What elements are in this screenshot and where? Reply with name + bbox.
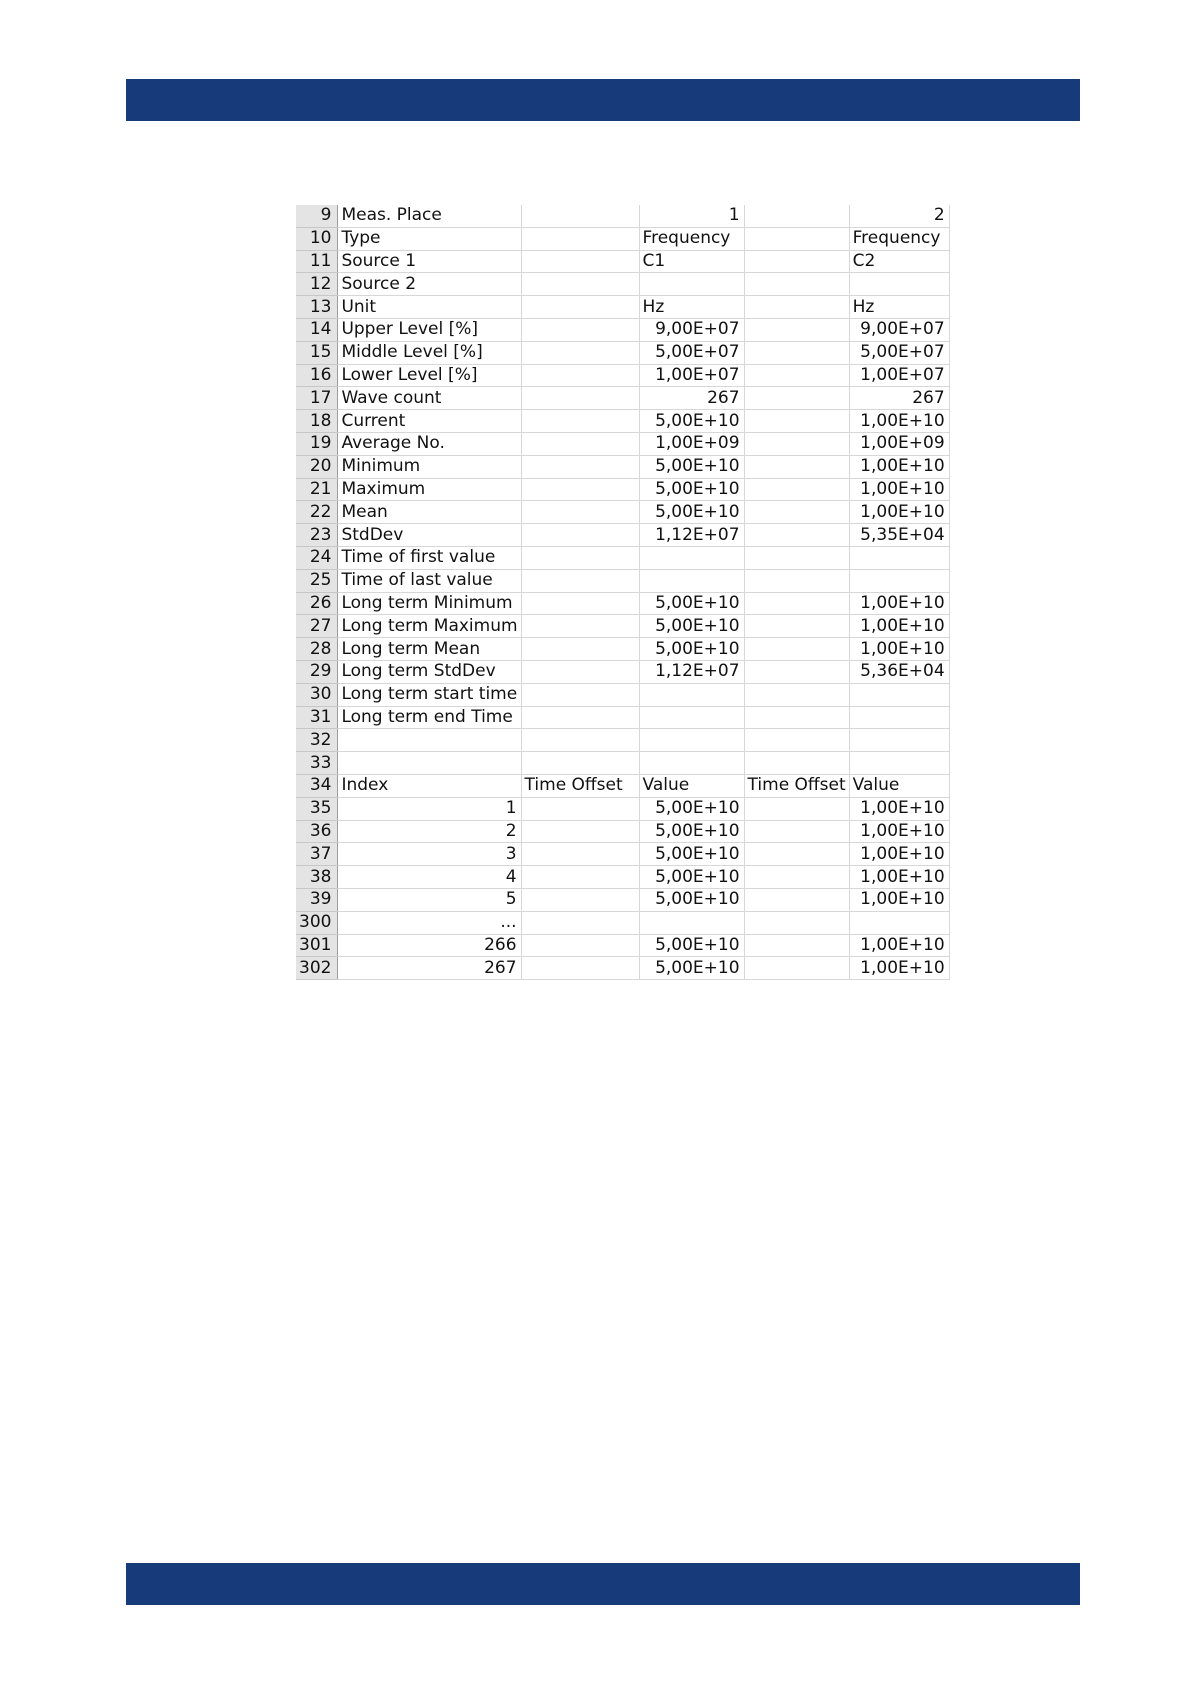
cell-label: 5	[338, 888, 521, 911]
cell-time-offset-2	[744, 843, 849, 866]
cell-time-offset-2	[744, 432, 849, 455]
cell-value-2: 1,00E+10	[849, 888, 949, 911]
cell-label: 1	[338, 797, 521, 820]
table-row	[296, 569, 949, 592]
row-header: 17	[296, 387, 338, 410]
cell-value-1	[639, 911, 744, 934]
cell-label: Long term end Time	[338, 706, 521, 729]
cell-value-1: 5,00E+10	[639, 455, 744, 478]
cell-time-offset-2	[744, 524, 849, 547]
row-header: 34	[296, 774, 338, 797]
cell-time-offset-2	[744, 478, 849, 501]
cell-value-2	[849, 911, 949, 934]
row-header: 9	[296, 205, 338, 227]
cell-value-1: 267	[639, 387, 744, 410]
table-row	[296, 843, 949, 866]
cell-value-2: 1,00E+10	[849, 410, 949, 433]
cell-value-2	[849, 752, 949, 775]
cell-label: Long term start time	[338, 683, 521, 706]
cell-time-offset-1	[521, 478, 639, 501]
row-header: 10	[296, 227, 338, 250]
cell-time-offset-2	[744, 227, 849, 250]
spreadsheet-body	[296, 205, 949, 980]
cell-value-2: 1,00E+10	[849, 455, 949, 478]
table-row	[296, 501, 949, 524]
cell-label: Long term StdDev	[338, 660, 521, 683]
cell-label: Upper Level [%]	[338, 318, 521, 341]
row-header: 20	[296, 455, 338, 478]
cell-time-offset-1	[521, 592, 639, 615]
cell-value-1: 5,00E+10	[639, 934, 744, 957]
table-row	[296, 205, 949, 227]
cell-value-2: 2	[849, 205, 949, 227]
cell-value-2: 1,00E+09	[849, 432, 949, 455]
cell-value-1: 5,00E+10	[639, 820, 744, 843]
row-header: 27	[296, 615, 338, 638]
row-header: 26	[296, 592, 338, 615]
cell-label: 2	[338, 820, 521, 843]
table-row	[296, 410, 949, 433]
cell-time-offset-2	[744, 501, 849, 524]
table-row	[296, 432, 949, 455]
cell-value-2: 1,00E+10	[849, 478, 949, 501]
cell-value-1: 5,00E+07	[639, 341, 744, 364]
cell-time-offset-2	[744, 296, 849, 319]
table-row	[296, 774, 949, 797]
footer-band	[126, 1563, 1080, 1605]
cell-time-offset-1	[521, 660, 639, 683]
table-row	[296, 455, 949, 478]
cell-time-offset-2	[744, 615, 849, 638]
cell-value-1: Frequency	[639, 227, 744, 250]
cell-label: 266	[338, 934, 521, 957]
cell-value-1: 1	[639, 205, 744, 227]
cell-time-offset-2	[744, 957, 849, 980]
cell-label: Minimum	[338, 455, 521, 478]
cell-label: 3	[338, 843, 521, 866]
cell-time-offset-1	[521, 888, 639, 911]
row-header: 13	[296, 296, 338, 319]
cell-value-2: 1,00E+10	[849, 866, 949, 889]
header-band	[126, 79, 1080, 121]
cell-label: Index	[338, 774, 521, 797]
row-header: 15	[296, 341, 338, 364]
cell-time-offset-2	[744, 911, 849, 934]
cell-time-offset-1	[521, 364, 639, 387]
cell-time-offset-1	[521, 866, 639, 889]
cell-time-offset-1	[521, 205, 639, 227]
cell-value-1: Value	[639, 774, 744, 797]
cell-label	[338, 729, 521, 752]
cell-time-offset-1	[521, 250, 639, 273]
cell-value-1: 5,00E+10	[639, 866, 744, 889]
cell-value-2	[849, 683, 949, 706]
cell-time-offset-1	[521, 341, 639, 364]
cell-label: Long term Minimum	[338, 592, 521, 615]
cell-label: ...	[338, 911, 521, 934]
table-row	[296, 888, 949, 911]
cell-value-1	[639, 546, 744, 569]
cell-time-offset-1	[521, 615, 639, 638]
cell-value-1: 5,00E+10	[639, 615, 744, 638]
cell-label: Unit	[338, 296, 521, 319]
row-header: 18	[296, 410, 338, 433]
cell-value-2: 5,00E+07	[849, 341, 949, 364]
row-header: 28	[296, 638, 338, 661]
cell-time-offset-2	[744, 683, 849, 706]
cell-value-1: 5,00E+10	[639, 410, 744, 433]
table-row	[296, 729, 949, 752]
cell-time-offset-2	[744, 729, 849, 752]
row-header: 14	[296, 318, 338, 341]
cell-time-offset-1	[521, 683, 639, 706]
cell-label: Lower Level [%]	[338, 364, 521, 387]
row-header: 300	[296, 911, 338, 934]
cell-label: Middle Level [%]	[338, 341, 521, 364]
table-row	[296, 478, 949, 501]
cell-value-2: 1,00E+10	[849, 934, 949, 957]
table-row	[296, 546, 949, 569]
cell-value-1: C1	[639, 250, 744, 273]
cell-value-2: 1,00E+10	[849, 957, 949, 980]
table-row	[296, 387, 949, 410]
cell-time-offset-2	[744, 866, 849, 889]
table-row	[296, 866, 949, 889]
row-header: 19	[296, 432, 338, 455]
cell-value-1: 5,00E+10	[639, 501, 744, 524]
cell-value-1: 5,00E+10	[639, 888, 744, 911]
cell-label: Type	[338, 227, 521, 250]
cell-label: Long term Maximum	[338, 615, 521, 638]
cell-value-1	[639, 729, 744, 752]
cell-value-1: 5,00E+10	[639, 797, 744, 820]
row-header: 33	[296, 752, 338, 775]
cell-time-offset-2	[744, 318, 849, 341]
cell-value-2: 9,00E+07	[849, 318, 949, 341]
cell-time-offset-1	[521, 957, 639, 980]
table-row	[296, 341, 949, 364]
cell-time-offset-1	[521, 227, 639, 250]
cell-time-offset-2	[744, 341, 849, 364]
cell-time-offset-1	[521, 387, 639, 410]
row-header: 21	[296, 478, 338, 501]
cell-value-2: C2	[849, 250, 949, 273]
cell-value-1	[639, 706, 744, 729]
cell-value-1: 1,12E+07	[639, 660, 744, 683]
cell-time-offset-2	[744, 660, 849, 683]
cell-value-2: 1,00E+07	[849, 364, 949, 387]
cell-time-offset-1	[521, 729, 639, 752]
cell-value-2: 1,00E+10	[849, 501, 949, 524]
table-row	[296, 364, 949, 387]
cell-time-offset-2	[744, 273, 849, 296]
cell-time-offset-1	[521, 843, 639, 866]
row-header: 37	[296, 843, 338, 866]
row-header: 301	[296, 934, 338, 957]
cell-time-offset-2	[744, 410, 849, 433]
cell-value-2	[849, 706, 949, 729]
cell-time-offset-1	[521, 820, 639, 843]
table-row	[296, 820, 949, 843]
cell-time-offset-2	[744, 797, 849, 820]
cell-value-1: Hz	[639, 296, 744, 319]
cell-value-2: 1,00E+10	[849, 592, 949, 615]
cell-value-2: 5,36E+04	[849, 660, 949, 683]
cell-time-offset-1	[521, 911, 639, 934]
cell-label: Average No.	[338, 432, 521, 455]
cell-value-2: 1,00E+10	[849, 797, 949, 820]
cell-value-2	[849, 729, 949, 752]
table-row	[296, 660, 949, 683]
cell-time-offset-1	[521, 410, 639, 433]
cell-time-offset-1	[521, 432, 639, 455]
cell-time-offset-2	[744, 250, 849, 273]
cell-label: 4	[338, 866, 521, 889]
table-row	[296, 638, 949, 661]
cell-time-offset-1	[521, 455, 639, 478]
row-header: 16	[296, 364, 338, 387]
row-header: 25	[296, 569, 338, 592]
row-header: 29	[296, 660, 338, 683]
cell-time-offset-1	[521, 934, 639, 957]
row-header: 30	[296, 683, 338, 706]
cell-value-1: 5,00E+10	[639, 957, 744, 980]
cell-time-offset-1: Time Offset	[521, 774, 639, 797]
cell-time-offset-1	[521, 273, 639, 296]
cell-value-2: Frequency	[849, 227, 949, 250]
cell-time-offset-1	[521, 318, 639, 341]
cell-time-offset-2	[744, 752, 849, 775]
cell-time-offset-1	[521, 296, 639, 319]
cell-time-offset-2	[744, 364, 849, 387]
table-row	[296, 250, 949, 273]
cell-value-1: 1,12E+07	[639, 524, 744, 547]
cell-time-offset-1	[521, 569, 639, 592]
cell-label: Wave count	[338, 387, 521, 410]
cell-value-2: 1,00E+10	[849, 820, 949, 843]
cell-time-offset-2: Time Offset	[744, 774, 849, 797]
table-row	[296, 957, 949, 980]
cell-value-1: 5,00E+10	[639, 592, 744, 615]
cell-label: Time of first value	[338, 546, 521, 569]
cell-value-1: 5,00E+10	[639, 843, 744, 866]
cell-time-offset-1	[521, 501, 639, 524]
table-row	[296, 318, 949, 341]
cell-value-2: Hz	[849, 296, 949, 319]
row-header: 22	[296, 501, 338, 524]
cell-value-2	[849, 273, 949, 296]
cell-time-offset-2	[744, 387, 849, 410]
cell-value-2: 1,00E+10	[849, 638, 949, 661]
cell-value-1	[639, 683, 744, 706]
cell-label: Source 2	[338, 273, 521, 296]
cell-value-2	[849, 569, 949, 592]
cell-value-1	[639, 569, 744, 592]
row-header: 32	[296, 729, 338, 752]
table-row	[296, 524, 949, 547]
cell-time-offset-1	[521, 546, 639, 569]
cell-value-2: 5,35E+04	[849, 524, 949, 547]
cell-label: Maximum	[338, 478, 521, 501]
cell-value-2	[849, 546, 949, 569]
cell-value-1: 1,00E+09	[639, 432, 744, 455]
cell-time-offset-2	[744, 546, 849, 569]
table-row	[296, 296, 949, 319]
row-header: 11	[296, 250, 338, 273]
row-header: 302	[296, 957, 338, 980]
cell-value-2: 1,00E+10	[849, 843, 949, 866]
row-header: 39	[296, 888, 338, 911]
cell-label: 267	[338, 957, 521, 980]
cell-label: Source 1	[338, 250, 521, 273]
cell-time-offset-1	[521, 524, 639, 547]
cell-time-offset-1	[521, 752, 639, 775]
cell-time-offset-2	[744, 205, 849, 227]
table-row	[296, 227, 949, 250]
row-header: 24	[296, 546, 338, 569]
cell-label	[338, 752, 521, 775]
cell-value-1	[639, 273, 744, 296]
cell-time-offset-2	[744, 934, 849, 957]
table-row	[296, 797, 949, 820]
table-row	[296, 706, 949, 729]
cell-time-offset-2	[744, 455, 849, 478]
cell-time-offset-1	[521, 797, 639, 820]
cell-label: Mean	[338, 501, 521, 524]
cell-time-offset-1	[521, 706, 639, 729]
cell-time-offset-1	[521, 638, 639, 661]
cell-value-1: 5,00E+10	[639, 478, 744, 501]
cell-value-2: Value	[849, 774, 949, 797]
row-header: 36	[296, 820, 338, 843]
table-row	[296, 911, 949, 934]
spreadsheet-table	[296, 205, 950, 980]
cell-time-offset-2	[744, 569, 849, 592]
row-header: 23	[296, 524, 338, 547]
row-header: 31	[296, 706, 338, 729]
cell-value-1	[639, 752, 744, 775]
table-row	[296, 683, 949, 706]
row-header: 38	[296, 866, 338, 889]
cell-time-offset-2	[744, 592, 849, 615]
cell-value-1: 9,00E+07	[639, 318, 744, 341]
cell-label: Meas. Place	[338, 205, 521, 227]
cell-label: Current	[338, 410, 521, 433]
row-header: 35	[296, 797, 338, 820]
cell-label: Long term Mean	[338, 638, 521, 661]
cell-time-offset-2	[744, 638, 849, 661]
row-header: 12	[296, 273, 338, 296]
table-row	[296, 592, 949, 615]
cell-value-1: 1,00E+07	[639, 364, 744, 387]
cell-label: Time of last value	[338, 569, 521, 592]
cell-value-1: 5,00E+10	[639, 638, 744, 661]
table-row	[296, 934, 949, 957]
cell-time-offset-2	[744, 820, 849, 843]
cell-value-2: 267	[849, 387, 949, 410]
cell-value-2: 1,00E+10	[849, 615, 949, 638]
cell-time-offset-2	[744, 888, 849, 911]
table-row	[296, 273, 949, 296]
cell-label: StdDev	[338, 524, 521, 547]
cell-time-offset-2	[744, 706, 849, 729]
table-row	[296, 615, 949, 638]
table-row	[296, 752, 949, 775]
